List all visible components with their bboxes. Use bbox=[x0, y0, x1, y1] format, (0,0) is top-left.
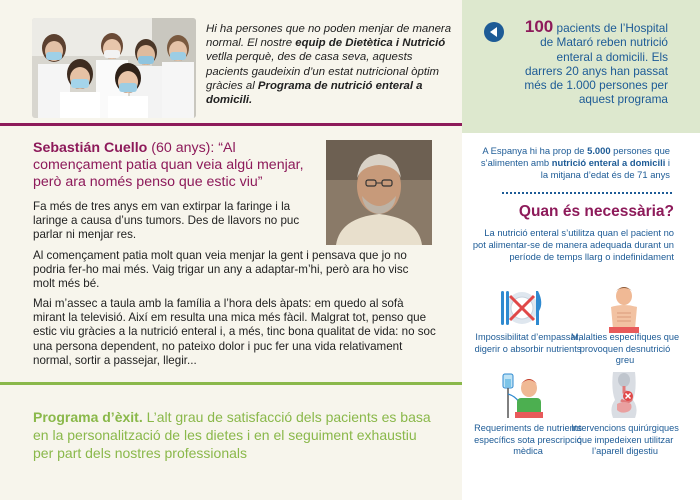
needs-title: Quan és necessària? bbox=[518, 203, 674, 220]
needs-description: La nutrició enteral s’utilitza quan el pacient no pot alimentar-se de manera adequada durant un període de temps llarg o indefinidament bbox=[472, 227, 674, 263]
testimony-heading: Sebastián Cuello (60 anys): “Al començament patia quan veia algú menjar, però ara només penso que estic viu” bbox=[33, 140, 304, 190]
need-caption-3: Requeriments de nutrients específics sota prescripció mèdica bbox=[474, 423, 582, 456]
testimony-paragraph-1: Fa més de tres anys em van extirpar la faringe i la laringe a causa d’uns tumors. Des de llavors no puc parlar ni menjar res. bbox=[33, 200, 300, 242]
need-caption-4: Intervencions quirúrgiques que impedeixen utilitzar l’aparell digestiu bbox=[571, 423, 679, 456]
need-caption-2: Malalties específiques que provoquen desnutrició greu bbox=[570, 332, 680, 365]
team-photo bbox=[32, 18, 196, 118]
dotted-divider bbox=[502, 192, 672, 194]
digestive-system-icon bbox=[599, 370, 649, 420]
spain-stat: A Espanya hi ha prop de 5.000 persones que s’alimenten amb nutrició enteral a domicili i la mitjana d’edat és de 71 anys bbox=[480, 145, 670, 180]
play-left-icon bbox=[484, 22, 504, 42]
need-caption-1: Impossibilitat d’empassar, digerir o absorbir nutrients bbox=[474, 332, 582, 354]
program-success: Programa d’èxit. L’alt grau de satisfacció dels pacients es basa en la personalització de les dietes i en el seguiment exhaustiu per part dels nostres professionals bbox=[33, 409, 431, 461]
intro-text: Hi ha persones que no poden menjar de manera normal. El nostre equip de Dietètica i Nutrició vetlla perquè, des de casa seva, aquests pacients gaudeixin d’un estat nutricional òptim gràcies al Programa de nutrició enteral a domicili. bbox=[206, 23, 452, 107]
divider-bottom bbox=[0, 382, 462, 385]
back-button[interactable] bbox=[484, 22, 504, 42]
cutlery-icon bbox=[497, 283, 547, 333]
iv-patient-icon bbox=[497, 370, 547, 420]
testimony-paragraph-3: Mai m’assec a taula amb la família a l’hora dels àpats: em quedo al sofà mirant la televisió. Així em resulta una mica més fàcil. Malgrat tot, penso que estic viu gràcies a la nutrició enteral i, a més, tinc bona qualitat de vida: no soc una persona dependent, no pateixo dolor i puc fer una vida relativament normal, sortir a passejar, llegir... bbox=[33, 297, 436, 367]
thin-patient-icon bbox=[599, 283, 649, 333]
stat-text: 100 pacients de l’Hospital de Mataró reben nutrició enteral a domicili. Els darrers 20 anys han passat més de 1.000 persones per aquest programa bbox=[524, 17, 668, 107]
testimony-paragraph-2: Al començament patia molt quan veia menjar la gent i pensava que jo no podria fer-ho mai més. Vaig trigar un any a adaptar-m’hi, però ara ho visc molt més bé. bbox=[33, 249, 409, 291]
portrait-photo bbox=[326, 140, 432, 245]
divider-top bbox=[0, 123, 462, 126]
